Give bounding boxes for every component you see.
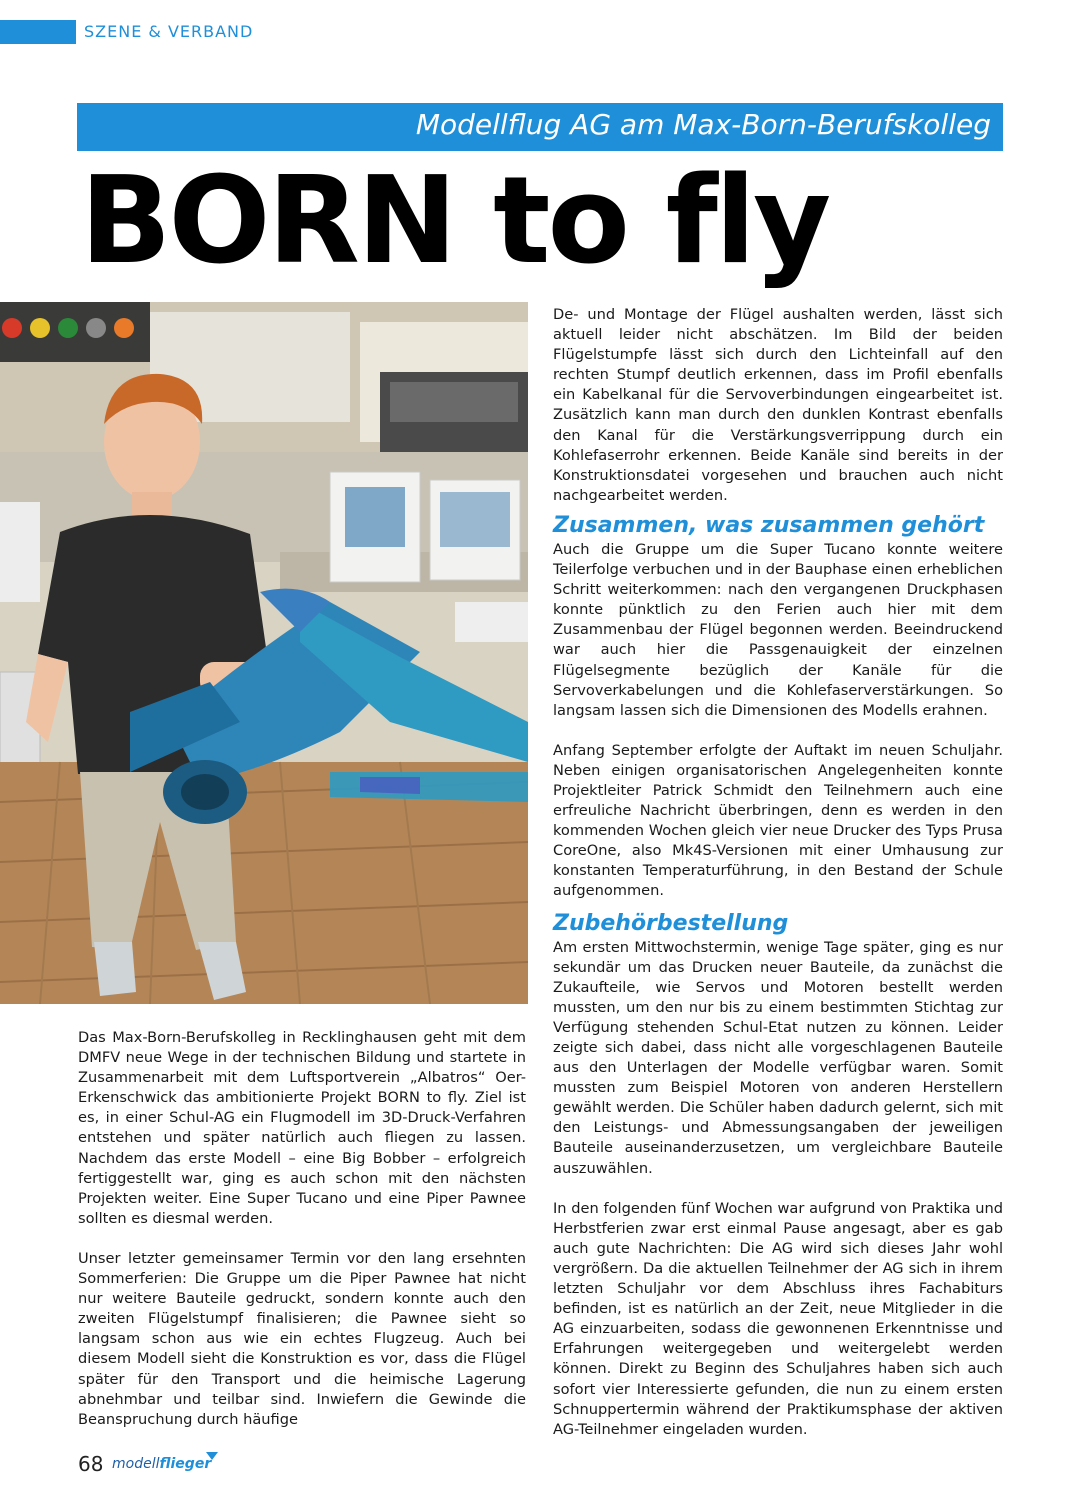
body-paragraph: Unser letzter gemeinsamer Termin vor den lang ersehnten Sommerferien: Die Gruppe um die Piper Pawnee hat nicht nur weitere Bauteile gedruckt, sondern konnte auch den zweiten Flügelstumpf finalisieren; die Pawnee sieht so langsam schon aus wie ein echtes Flugzeug. Auch bei diesem Modell sieht die Konstruktion es vor, dass die Flügel später für den Transport und die heimische Lagerung abnehmbar und teilbar sind. Inwiefern die Gewinde die Beanspruchung durch häufige: [78, 1249, 526, 1428]
logo-light: modell: [112, 1456, 160, 1472]
page-number: 68: [78, 1452, 104, 1476]
logo-bold: flieger: [159, 1456, 212, 1472]
subtitle-band: [77, 103, 1003, 151]
magazine-logo: [112, 1456, 211, 1472]
left-column: [78, 1028, 526, 1430]
logo-swoosh-icon: [206, 1452, 218, 1460]
body-paragraph: Auch die Gruppe um die Super Tucano konnte weitere Teilerfolge verbuchen und in der Bauphase einen erheblichen Schritt weiterkommen: nach den vergangenen Druckphasen konnte pünktlich zu den Ferien auch hier mit dem Zusammenbau der Flügel begonnen werden. Beeindruckend war auch hier die Passgenauigkeit der einzelnen Flügelsegmente bezüglich der Kanäle für die Servoverkabelungen und die Kohlefaserverstärkungen. So langsam lassen sich die Dimensionen des Modells erahnen.: [553, 540, 1003, 719]
body-paragraph: Anfang September erfolgte der Auftakt im neuen Schuljahr. Neben einigen organisatorischen Angelegenheiten konnte Projektleiter Patrick Schmidt den Teilnehmern auch eine erfreuliche Nachricht überbringen, denn es werden in den kommenden Wochen gleich vier neue Drucker des Typs Prusa CoreOne, also Mk4S-Versionen mit einer Umhausung zur konstanten Temperaturführung, in den Bestand der Schule aufgenommen.: [553, 741, 1003, 900]
section-color-bar: [0, 20, 76, 44]
body-paragraph: Am ersten Mittwochstermin, wenige Tage später, ging es nur sekundär um das Drucken neuer Bauteile, da zunächst die Zukaufteile, wie Servos und Motoren bestellt werden mussten, um den nur bis zu einem bestimmten Stichtag zur Verfügung stehenden Schul-Etat nutzen zu können. Leider zeigte sich dabei, dass nicht alle vorgeschlagenen Bauteile aus den Unterlagen der Modelle verfügbar waren. Somit mussten zum Beispiel Motoren von anderen Herstellern gewählt werden. Die Schüler haben dadurch gelernt, sich mit den Leistungs- und Abmessungsangaben der jeweiligen Bauteile auseinanderzusetzen, um vergleichbare Bauteile auszuwählen.: [553, 938, 1003, 1177]
article-subtitle: Modellflug AG am Max-Born-Berufskolleg: [415, 108, 991, 141]
article-photo: [0, 302, 528, 1004]
article-headline: BORN to fly: [80, 152, 829, 291]
body-paragraph: In den folgenden fünf Wochen war aufgrund von Praktika und Herbstferien zwar erst einmal Pause angesagt, aber es gab auch gute Nachrichten: Die AG wird sich dieses Jahr wohl vergrößern. Da die aktuellen Teilnehmer der AG sich in ihrem letzten Schuljahr vor dem Abschluss ihres Fachabiturs befinden, ist es natürlich an der Zeit, neue Mitglieder in die AG einzuarbeiten, sodass die gewonnenen Erkenntnisse und Erfahrungen weitergegeben und weitergelebt werden können. Direkt zu Beginn des Schuljahres haben sich auch sofort vier Interessierte gefunden, die nun zu einem ersten Schnuppertermin während der Praktikumsphase der aktiven AG-Teilnehmer eingeladen wurden.: [553, 1199, 1003, 1438]
section-heading: Zusammen, was zusammen gehört: [553, 512, 985, 538]
body-paragraph: Das Max-Born-Berufskolleg in Recklinghausen geht mit dem DMFV neue Wege in der technischen Bildung und startete in Zusammenarbeit mit dem Luftsportverein „Albatros“ Oer-Erkenschwick das ambitionierte Projekt BORN to fly. Ziel ist es, in einer Schul-AG ein Flugmodell im 3D-Druck-Verfahren entstehen und später natürlich auch fliegen zu lassen. Nachdem das erste Modell – eine Big Bobber – erfolgreich fertiggestellt war, ging es auch schon mit den nächsten Projekten weiter. Eine Super Tucano und eine Piper Pawnee sollten es diesmal werden.: [78, 1029, 526, 1227]
right-column: [553, 305, 1003, 1440]
section-heading: Zubehörbestellung: [553, 910, 789, 936]
body-paragraph: De- und Montage der Flügel aushalten werden, lässt sich aktuell leider nicht abschätzen. Im Bild der beiden Flügelstumpfe lässt sich durch den Lichteinfall auf den rechten Stumpf deutlich erkennen, dass im Profil ebenfalls ein Kabelkanal für die Servoverbindungen eingearbeitet ist. Zusätzlich kann man durch den dunklen Kontrast ebenfalls den Kanal für die Verstärkungsverrippung durch ein Kohlefaserrohr erkennen. Beide Kanäle sind bereits in der Konstruktionsdatei vorgesehen und brauchen auch nicht nachgearbeitet werden.: [553, 306, 1003, 504]
section-label: SZENE & VERBAND: [84, 22, 254, 41]
